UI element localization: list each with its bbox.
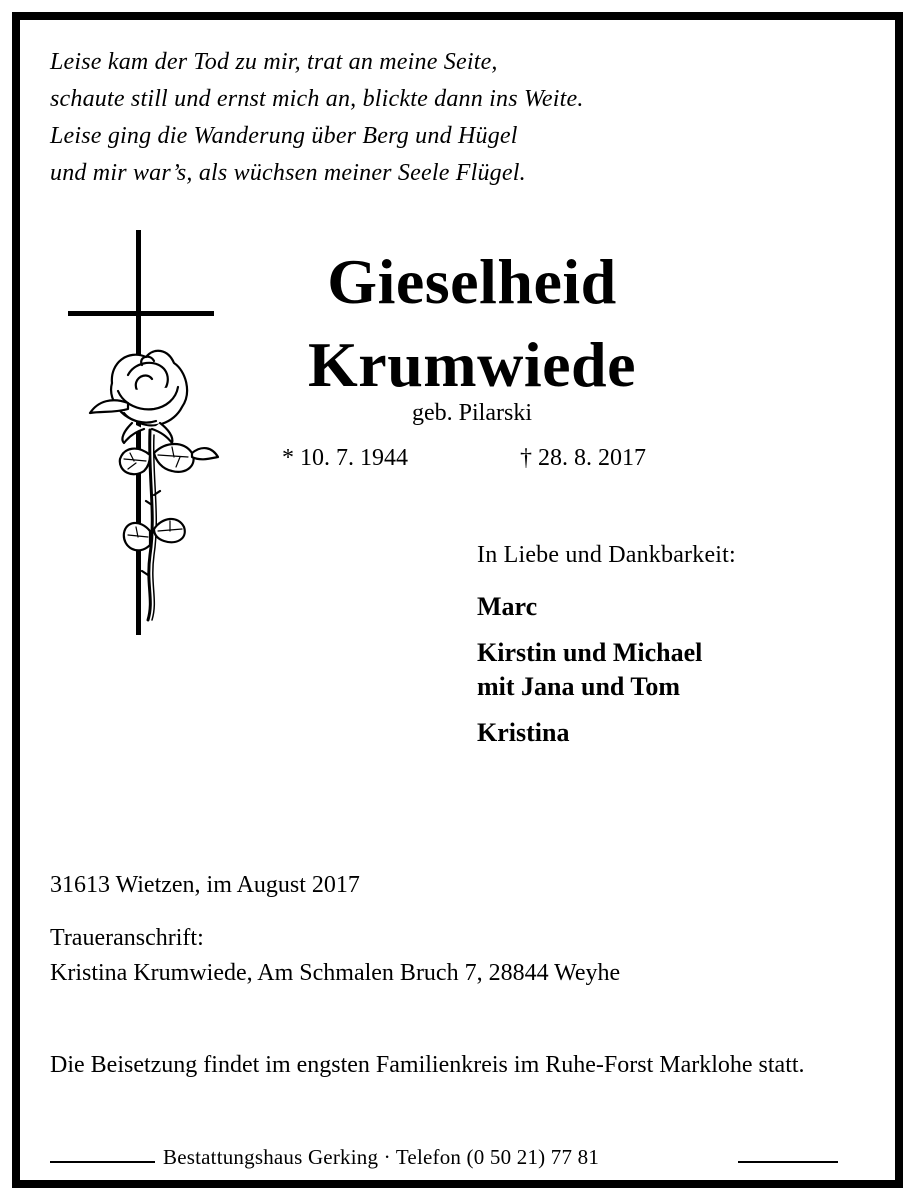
poem-line: Leise kam der Tod zu mir, trat an meine Seite, (50, 49, 498, 75)
address-label: Traueranschrift: (50, 925, 204, 951)
rose-icon (88, 335, 228, 625)
footer-text: Bestattungshaus Gerking · Telefon (0 50 21) 77 81 (163, 1145, 600, 1169)
address-value: Kristina Krumwiede, Am Schmalen Bruch 7, 28844 Weyhe (50, 960, 621, 986)
burial-note: Die Beisetzung findet im engsten Familienkreis im Ruhe-Forst Marklohe statt. (50, 1052, 805, 1078)
poem-line: schaute still und ernst mich an, blickte dann ins Weite. (50, 86, 584, 112)
mourner-name: Marc (477, 592, 538, 621)
place-date: 31613 Wietzen, im August 2017 (50, 872, 360, 898)
mourner-name: mit Jana und Tom (477, 672, 681, 701)
birth-date: * 10. 7. 1944 (282, 445, 408, 471)
death-date: † 28. 8. 2017 (520, 445, 646, 471)
deceased-first-name: Gieselheid (327, 246, 617, 317)
mourners-intro: In Liebe und Dankbarkeit: (477, 542, 736, 568)
poem-line: und mir war’s, als wüchsen meiner Seele Flügel. (50, 160, 526, 186)
mourner-name: Kristina (477, 718, 570, 747)
deceased-last-name: Krumwiede (308, 329, 636, 400)
cross-bar (68, 311, 214, 316)
birth-name: geb. Pilarski (412, 400, 532, 426)
footer-rule-right (738, 1161, 838, 1163)
poem (50, 44, 584, 192)
poem-line: Leise ging die Wanderung über Berg und Hügel (50, 123, 518, 149)
footer-rule-left (50, 1161, 155, 1163)
mourner-name: Kirstin und Michael (477, 638, 703, 667)
